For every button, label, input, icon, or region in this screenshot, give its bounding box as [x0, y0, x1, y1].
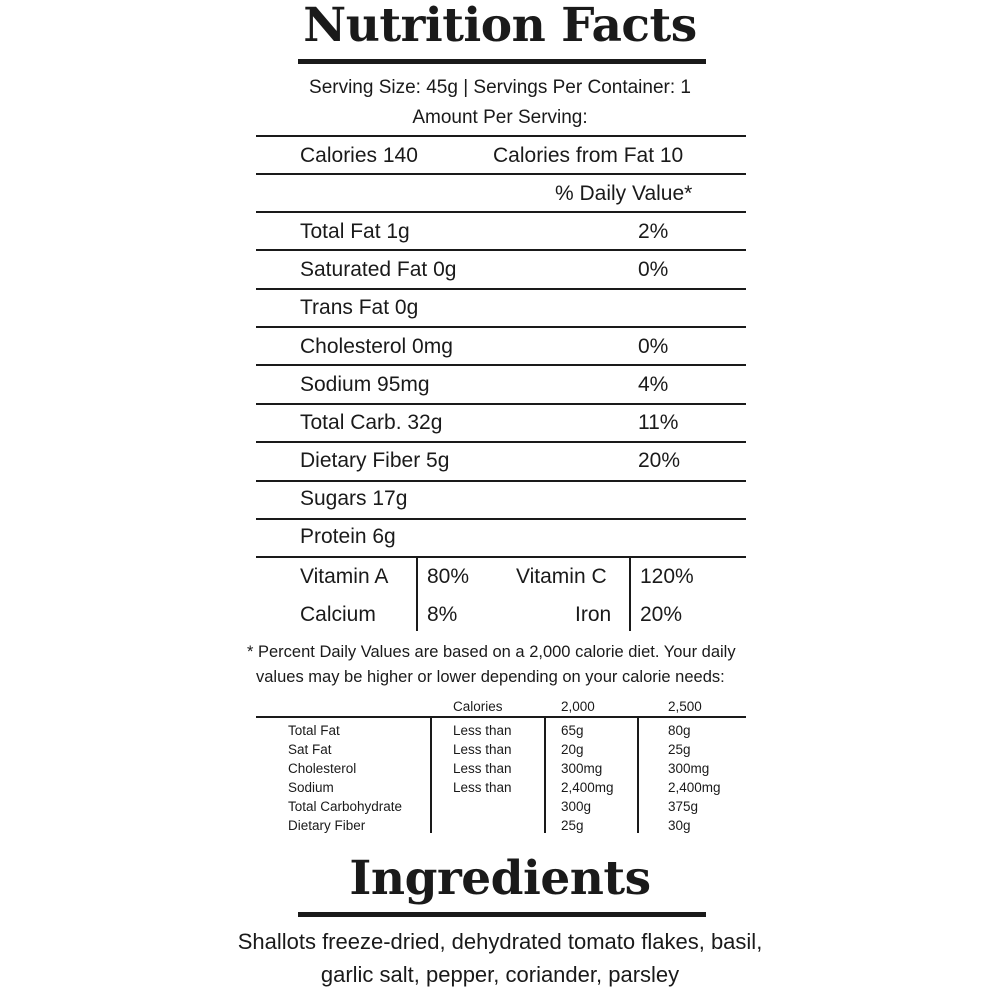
dv-table-column-divider: [637, 717, 639, 833]
calories-from-fat: Calories from Fat 10: [493, 144, 684, 167]
ingredients-line-2: garlic salt, pepper, coriander, parsley: [320, 962, 680, 987]
dv-row-name: Dietary Fiber: [288, 818, 366, 833]
dv-row-2500: 25g: [668, 742, 691, 757]
nutrition-facts-title: Nutrition Facts: [303, 0, 697, 53]
calcium-label: Calcium: [300, 603, 376, 626]
divider: [256, 135, 746, 137]
title-underline: [298, 59, 706, 64]
dv-row-name: Sodium: [288, 780, 334, 795]
ingredients-line-1: Shallots freeze-dried, dehydrated tomato flakes, basil,: [237, 929, 763, 954]
divider: [256, 403, 746, 405]
divider: [256, 211, 746, 213]
vitamin-divider: [416, 557, 418, 631]
ingredients-title: Ingredients: [349, 851, 651, 906]
dv-row-2000: 300g: [561, 799, 592, 814]
dv-row-2000: 300mg: [561, 761, 603, 776]
vitamin-a-value: 80%: [427, 565, 470, 588]
dv-row-name: Sat Fat: [288, 742, 332, 757]
nutrient-label-sugars: Sugars 17g: [300, 487, 408, 510]
vitamin-c-label: Vitamin C: [516, 565, 607, 588]
vitamin-divider: [629, 557, 631, 631]
divider: [256, 480, 746, 482]
iron-value: 20%: [640, 603, 683, 626]
divider: [256, 441, 746, 443]
nutrient-dv-saturated-fat: 0%: [638, 258, 669, 281]
dv-table-header-divider: [256, 716, 746, 718]
nutrient-label-total-carb: Total Carb. 32g: [300, 411, 443, 434]
dv-row-name: Cholesterol: [288, 761, 357, 776]
amount-per-serving: Amount Per Serving:: [412, 107, 588, 128]
divider: [256, 364, 746, 366]
nutrient-label-dietary-fiber: Dietary Fiber 5g: [300, 449, 450, 472]
dv-row-name: Total Carbohydrate: [288, 799, 403, 814]
dv-header-2500: 2,500: [668, 699, 702, 714]
dv-row-2500: 2,400mg: [668, 780, 721, 795]
nutrient-label-protein: Protein 6g: [300, 525, 396, 548]
nutrient-label-total-fat: Total Fat 1g: [300, 220, 410, 243]
daily-value-header: % Daily Value*: [555, 182, 693, 205]
nutrient-dv-sodium: 4%: [638, 373, 669, 396]
divider: [256, 249, 746, 251]
nutrient-label-saturated-fat: Saturated Fat 0g: [300, 258, 457, 281]
divider: [256, 518, 746, 520]
dv-row-name: Total Fat: [288, 723, 340, 738]
nutrient-dv-dietary-fiber: 20%: [638, 449, 681, 472]
dv-row-2500: 80g: [668, 723, 691, 738]
nutrient-dv-cholesterol: 0%: [638, 335, 669, 358]
dv-row-qualifier: Less than: [453, 742, 512, 757]
nutrient-dv-total-carb: 11%: [638, 411, 679, 434]
dv-header-calories: Calories: [453, 699, 503, 714]
vitamin-a-label: Vitamin A: [300, 565, 389, 588]
footnote-line-2: values may be higher or lower depending on your calorie needs:: [256, 668, 725, 686]
dv-row-2000: 2,400mg: [561, 780, 614, 795]
dv-row-2000: 20g: [561, 742, 584, 757]
dv-table-column-divider: [544, 717, 546, 833]
footnote-line-1: * Percent Daily Values are based on a 2,000 calorie diet. Your daily: [247, 643, 736, 661]
ingredients-underline: [298, 912, 706, 917]
dv-row-2500: 375g: [668, 799, 699, 814]
iron-label: Iron: [575, 603, 612, 626]
divider: [256, 326, 746, 328]
dv-row-qualifier: Less than: [453, 723, 512, 738]
dv-row-2500: 300mg: [668, 761, 710, 776]
dv-row-qualifier: Less than: [453, 780, 512, 795]
serving-size-line: Serving Size: 45g | Servings Per Container: 1: [309, 77, 691, 98]
nutrient-label-sodium: Sodium 95mg: [300, 373, 430, 396]
nutrient-label-cholesterol: Cholesterol 0mg: [300, 335, 453, 358]
dv-row-qualifier: Less than: [453, 761, 512, 776]
vitamin-c-value: 120%: [640, 565, 694, 588]
divider: [256, 173, 746, 175]
dv-row-2500: 30g: [668, 818, 691, 833]
dv-row-2000: 25g: [561, 818, 584, 833]
dv-table-column-divider: [430, 717, 432, 833]
calcium-value: 8%: [427, 603, 458, 626]
nutrient-label-trans-fat: Trans Fat 0g: [300, 296, 419, 319]
dv-header-2000: 2,000: [561, 699, 595, 714]
calories-value: Calories 140: [300, 144, 418, 167]
divider: [256, 288, 746, 290]
dv-row-2000: 65g: [561, 723, 584, 738]
nutrient-dv-total-fat: 2%: [638, 220, 669, 243]
divider: [256, 556, 746, 558]
